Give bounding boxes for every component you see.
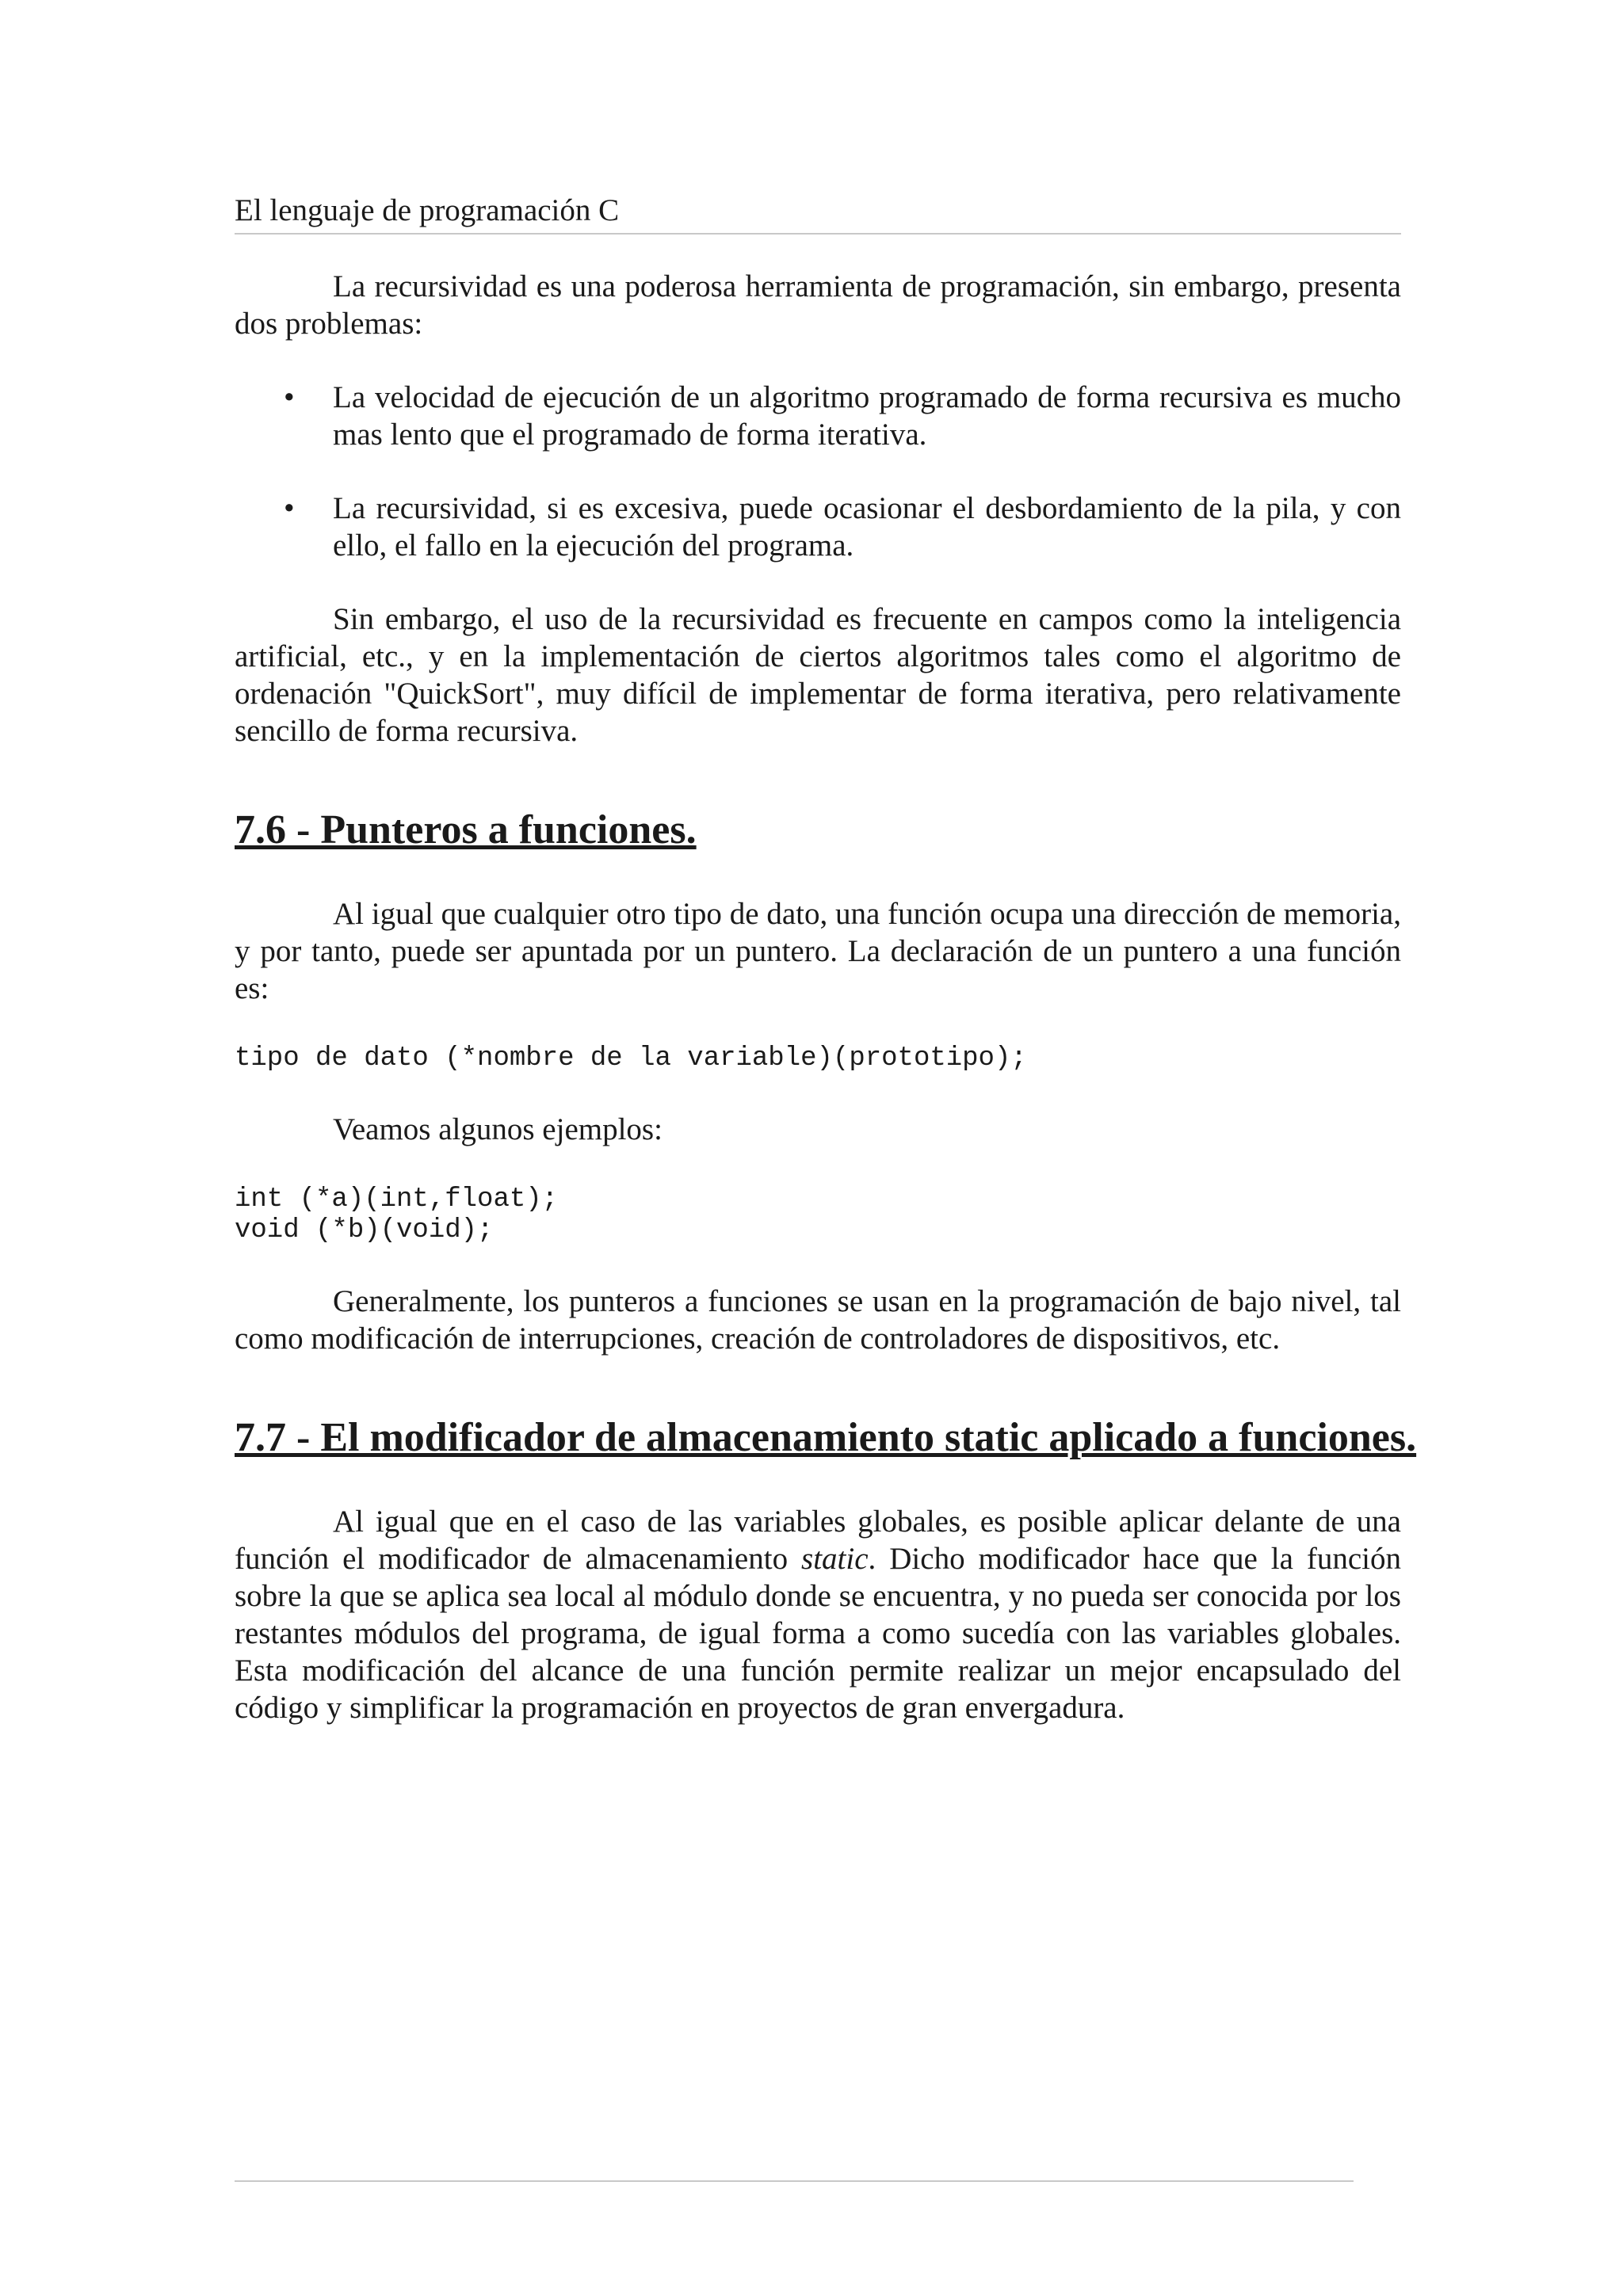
- bullet-icon: •: [284, 380, 295, 414]
- footer-divider: [235, 2180, 1354, 2182]
- list-item-text: La velocidad de ejecución de un algoritmo programado de forma recursiva es mucho mas lento que el programado de forma iterativa.: [333, 380, 1401, 452]
- declaration-code-block: tipo de dato (*nombre de la variable)(prototipo);: [235, 1043, 1027, 1074]
- static-modifier-paragraph: [235, 1503, 1401, 1726]
- list-item-text: La recursividad, si es excesiva, puede ocasionar el desbordamiento de la pila, y con ello, el fallo en la ejecución del programa.: [333, 491, 1401, 563]
- intro-paragraph: La recursividad es una poderosa herramienta de programación, sin embargo, presenta dos problemas:: [235, 269, 1401, 341]
- list-item: [235, 379, 1401, 453]
- document-page: [235, 190, 1417, 1763]
- bullet-icon: •: [284, 491, 295, 525]
- examples-code-block: [235, 1184, 1401, 1246]
- static-paragraph-text-start: Al igual que en el caso de las variables globales, es posible aplicar delante de una función el modificador de almacenamiento: [235, 1505, 1401, 1576]
- code-line: void (*b)(void);: [235, 1215, 494, 1245]
- list-item: [235, 490, 1401, 564]
- recursion-problems-list: [235, 379, 1401, 564]
- section-heading-7-7: 7.7 - El modificador de almacenamiento static aplicado a funciones.: [235, 1415, 1417, 1460]
- recursion-usage-paragraph: Sin embargo, el uso de la recursividad es frecuente en campos como la inteligencia artificial, etc., y en la implementación de ciertos algoritmos tales como el algoritmo de ordenación "QuickSort", muy difícil de implementar de forma iterativa, pero relativamente sencillo de forma recursiva.: [235, 602, 1401, 748]
- static-keyword-emphasis: static: [801, 1542, 869, 1576]
- running-header: El lenguaje de programación C: [235, 190, 1401, 235]
- examples-intro-paragraph: Veamos algunos ejemplos:: [333, 1112, 663, 1146]
- function-pointer-usage-paragraph: Generalmente, los punteros a funciones se usan en la programación de bajo nivel, tal como modificación de interrupciones, creación de controladores de dispositivos, etc.: [235, 1284, 1401, 1356]
- static-paragraph-text-end: . Dicho modificador hace que la función sobre la que se aplica sea local al módulo donde se encuentra, y no pueda ser conocida por los restantes módulos del programa, de igual forma a como sucedía con las variables globales. Esta modificación del alcance de una función permite realizar un mejor encapsulado del código y simplificar la programación en proyectos de gran envergadura.: [235, 1542, 1401, 1725]
- code-line: int (*a)(int,float);: [235, 1184, 559, 1215]
- section-heading-7-6: 7.6 - Punteros a funciones.: [235, 807, 697, 852]
- function-pointer-paragraph: Al igual que cualquier otro tipo de dato, una función ocupa una dirección de memoria, y por tanto, puede ser apuntada por un puntero. La declaración de un puntero a una función es:: [235, 897, 1401, 1005]
